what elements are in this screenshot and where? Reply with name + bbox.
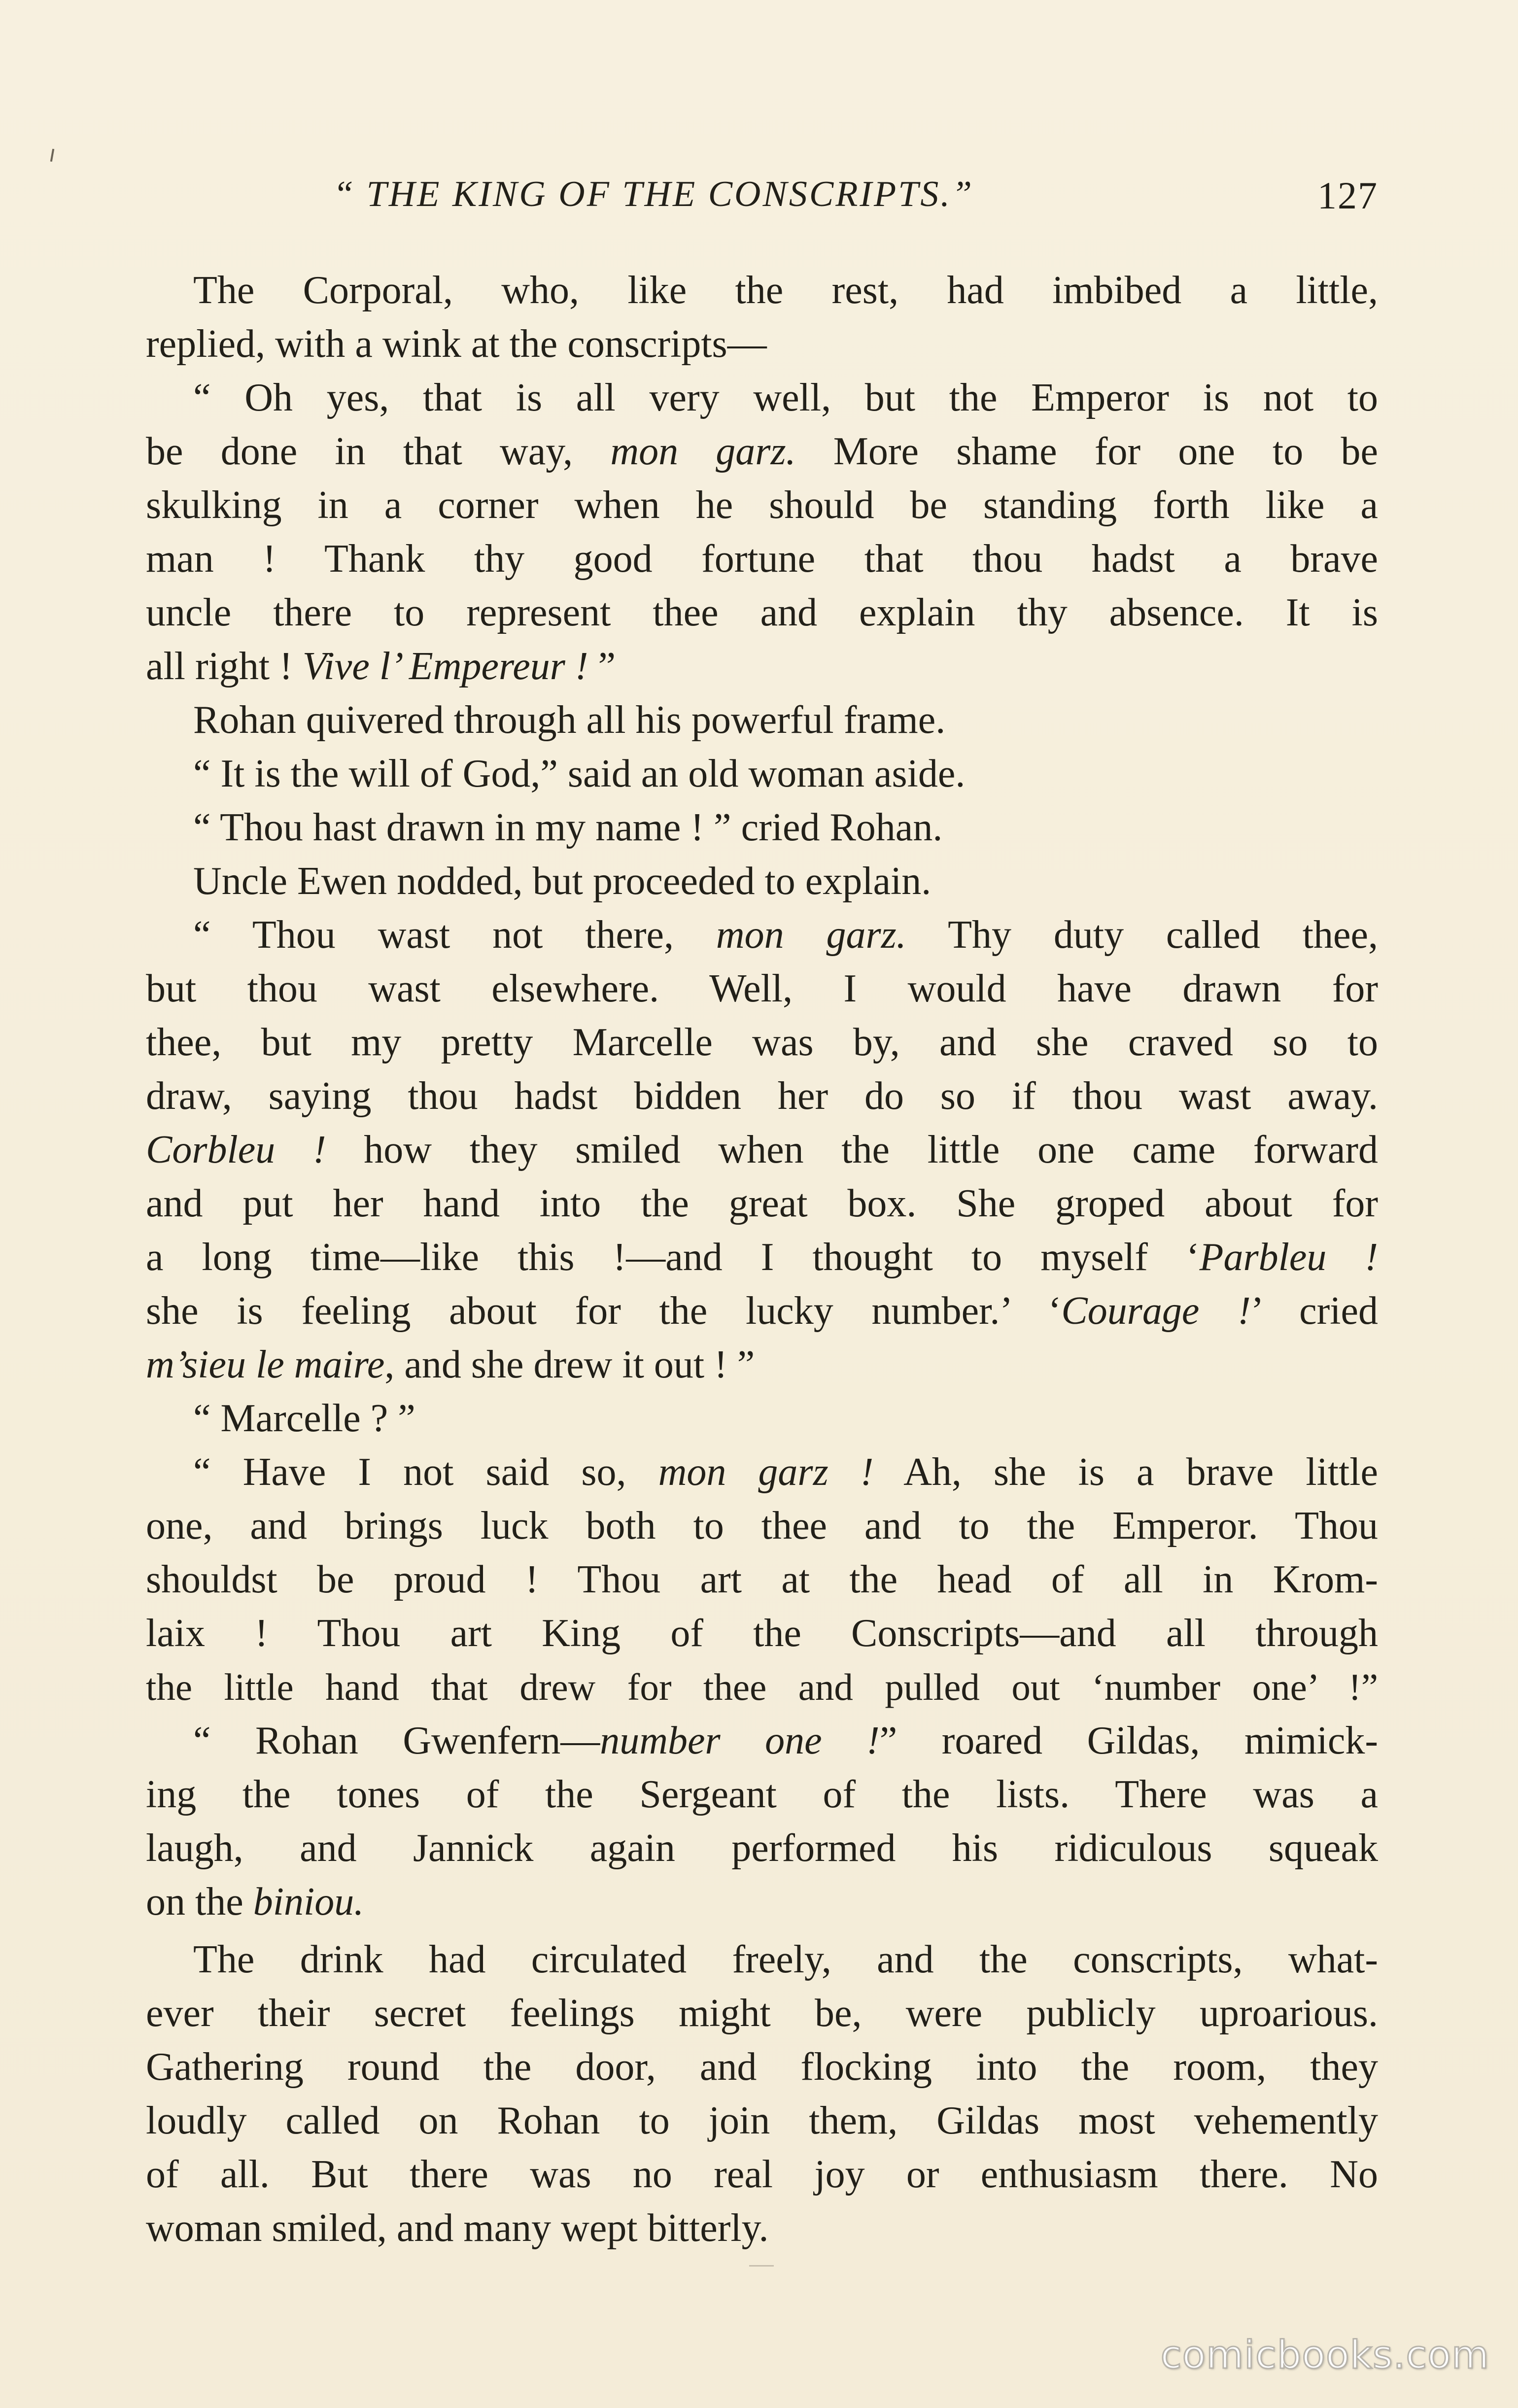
- text-line: “ Marcelle ? ”: [193, 1397, 415, 1440]
- running-head: “ THE KING OF THE CONSCRIPTS.”: [333, 174, 974, 214]
- text-line: of all. But there was no real joy or enthusiasm there. No: [146, 2153, 1378, 2196]
- text-line: “ Have I not said so, mon garz ! Ah, she is a brave little: [193, 1450, 1378, 1494]
- text-line: Gathering round the door, and flocking into the room, they: [146, 2045, 1378, 2089]
- text-line: ing the tones of the Sergeant of the lists. There was a: [146, 1773, 1378, 1816]
- text-line: laugh, and Jannick again performed his ridiculous squeak: [146, 1826, 1378, 1870]
- italic-text: mon garz.: [610, 430, 796, 473]
- text-line: The Corporal, who, like the rest, had imbibed a little,: [193, 269, 1378, 312]
- margin-mark: [50, 149, 54, 162]
- text-line: “ Thou hast drawn in my name ! ” cried Rohan.: [193, 806, 943, 849]
- italic-text: Corbleu !: [146, 1128, 326, 1171]
- text-line: Uncle Ewen nodded, but proceeded to explain.: [193, 860, 932, 903]
- text-line: Corbleu ! how they smiled when the little one came forward: [146, 1128, 1378, 1171]
- text-line: on the biniou.: [146, 1880, 364, 1924]
- watermark-text: comicbooks.com: [1160, 2333, 1489, 2377]
- text-line: laix ! Thou art King of the Conscripts—and all through: [146, 1612, 1378, 1655]
- text-line: woman smiled, and many wept bitterly.: [146, 2206, 769, 2250]
- text-line: “ Oh yes, that is all very well, but the Emperor is not to: [193, 376, 1378, 419]
- text-line: all right ! Vive l’ Empereur ! ”: [146, 645, 616, 688]
- text-line: Rohan quivered through all his powerful frame.: [193, 698, 946, 742]
- text-line: loudly called on Rohan to join them, Gildas most vehemently: [146, 2099, 1378, 2142]
- italic-text: number one !: [600, 1719, 880, 1762]
- italic-text: Courage !: [1061, 1289, 1251, 1333]
- italic-text: Vive l’ Empereur !: [302, 645, 588, 688]
- text-line: “ Thou wast not there, mon garz. Thy duty called thee,: [193, 913, 1378, 957]
- text-line: m’sieu le maire, and she drew it out ! ”: [146, 1343, 755, 1386]
- text-line: but thou wast elsewhere. Well, I would have drawn for: [146, 967, 1378, 1010]
- text-line: one, and brings luck both to thee and to the Emperor. Thou: [146, 1504, 1378, 1548]
- text-line: and put her hand into the great box. She groped about for: [146, 1182, 1378, 1225]
- italic-text: mon garz.: [716, 913, 906, 957]
- italic-text: biniou.: [253, 1880, 364, 1924]
- body-text: [146, 264, 1378, 2255]
- text-line: a long time—like this !—and I thought to myself ‘Parbleu !: [146, 1236, 1378, 1279]
- text-line: skulking in a corner when he should be standing forth like a: [146, 483, 1378, 527]
- text-line: draw, saying thou hadst bidden her do so if thou wast away.: [146, 1074, 1378, 1118]
- text-line: the little hand that drew for thee and pulled out ‘number one’ !”: [146, 1666, 1378, 1708]
- text-line: ever their secret feelings might be, were publicly uproarious.: [146, 1992, 1378, 2035]
- italic-text: mon garz !: [658, 1450, 874, 1494]
- page-header: [146, 173, 1378, 223]
- text-line: shouldst be proud ! Thou art at the head of all in Krom-: [146, 1558, 1378, 1601]
- text-line: “ It is the will of God,” said an old woman aside.: [193, 752, 966, 795]
- text-line: be done in that way, mon garz. More shame for one to be: [146, 430, 1378, 473]
- text-line: thee, but my pretty Marcelle was by, and she craved so to: [146, 1021, 1378, 1064]
- text-line: The drink had circulated freely, and the conscripts, what-: [193, 1938, 1378, 1981]
- text-line: replied, with a wink at the conscripts—: [146, 322, 767, 366]
- text-line: man ! Thank thy good fortune that thou hadst a brave: [146, 537, 1378, 581]
- italic-text: m’sieu le maire: [146, 1343, 385, 1386]
- page-number: 127: [1317, 174, 1378, 217]
- text-line: she is feeling about for the lucky number.’ ‘Courage !’ cried: [146, 1289, 1378, 1333]
- text-line: “ Rohan Gwenfern—number one !” roared Gildas, mimick-: [193, 1719, 1378, 1762]
- text-line: uncle there to represent thee and explain thy absence. It is: [146, 591, 1378, 634]
- bottom-mark: [749, 2265, 774, 2267]
- italic-text: Parbleu !: [1199, 1236, 1378, 1279]
